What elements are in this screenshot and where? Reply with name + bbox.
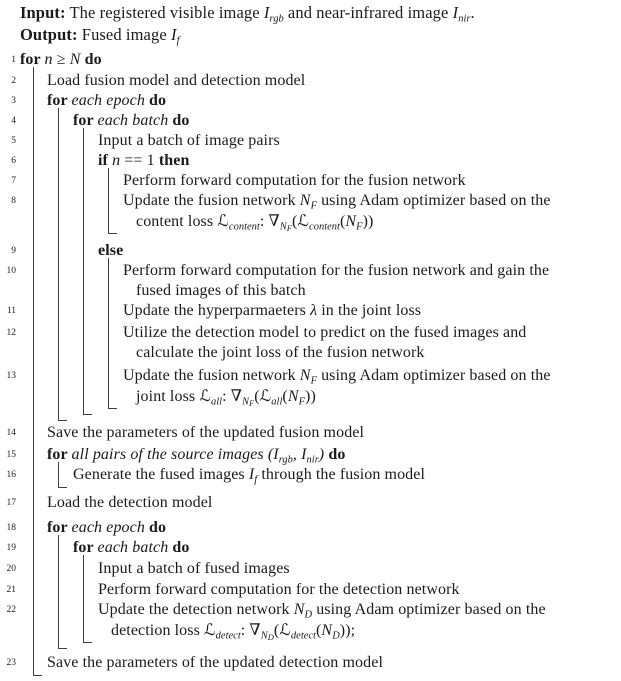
text-segment: ℒ <box>297 211 310 230</box>
text-segment: F <box>286 223 292 233</box>
text-segment: N <box>293 601 305 618</box>
text-segment: Load the detection model <box>47 494 213 511</box>
keyword: do <box>324 446 346 463</box>
keyword: if <box>98 152 113 169</box>
text-segment: : <box>222 388 231 405</box>
text-segment: Update the hyperparmaeters <box>123 302 311 319</box>
text-segment: F <box>249 398 255 408</box>
algorithm-line-5 <box>98 131 280 151</box>
text-segment: ℒ <box>259 386 272 405</box>
line-number: 18 <box>6 523 16 533</box>
line-number: 15 <box>6 450 16 460</box>
keyword: for <box>73 112 98 129</box>
algorithm-line-12b <box>136 343 425 363</box>
text-segment: detect <box>290 630 316 642</box>
text-segment: n <box>112 152 121 169</box>
text-segment: Load fusion model and detection model <box>47 72 306 89</box>
text-segment: )) <box>339 622 351 639</box>
text-segment: ; <box>350 622 356 639</box>
line-number: 19 <box>6 543 16 553</box>
text-segment: rgb <box>269 13 284 25</box>
algorithm-line-13b <box>136 386 316 406</box>
algorithm-line-14 <box>47 423 364 443</box>
text-segment: Save the parameters of the updated fusion model <box>47 424 365 441</box>
text-segment: ∇ <box>268 213 280 230</box>
text-segment: N <box>321 622 333 639</box>
text-segment: n <box>44 51 53 68</box>
keyword: for <box>47 519 72 536</box>
text-segment: D <box>267 632 274 642</box>
text-segment: ( <box>315 622 322 639</box>
text-segment: detection loss <box>111 622 205 639</box>
text-segment: Update the fusion network <box>123 367 300 384</box>
text-segment: I <box>301 446 307 463</box>
text-segment: in the joint loss <box>317 302 422 319</box>
text-segment: Input a batch of image pairs <box>98 132 280 149</box>
text-segment: Save the parameters of the updated detection model <box>47 654 383 671</box>
block-rule <box>108 168 117 234</box>
algorithm-line-8 <box>123 191 551 211</box>
line-number: 10 <box>6 266 16 276</box>
algorithm-output-line <box>20 24 180 46</box>
text-segment: F <box>298 396 306 408</box>
line-number: 21 <box>6 585 16 595</box>
block-rule <box>58 535 67 649</box>
text-segment: rgb <box>278 454 293 466</box>
text-segment: joint loss <box>136 388 200 405</box>
line-number: 4 <box>11 116 16 126</box>
text-segment: Generate the fused images <box>73 466 249 483</box>
text-segment: ( <box>254 388 260 405</box>
algorithm-line-2 <box>47 71 305 91</box>
text-segment: D <box>332 630 340 642</box>
text-segment: λ <box>310 302 318 319</box>
algorithm-line-13 <box>123 366 551 386</box>
line-number: 9 <box>11 246 16 256</box>
text-segment: ℒ <box>204 620 216 639</box>
text-segment: Fused image <box>77 25 171 44</box>
keyword: do <box>144 519 167 536</box>
text-segment: , <box>292 446 302 463</box>
text-segment: : <box>240 622 250 639</box>
algorithm-line-7 <box>123 171 466 191</box>
algorithm-line-22b <box>111 620 355 640</box>
block-rule <box>108 258 117 409</box>
text-segment: calculate the joint loss of the fusion network <box>136 344 425 361</box>
text-segment: content <box>228 221 260 233</box>
line-number: 16 <box>6 470 16 480</box>
text-segment: ∇ <box>249 622 261 639</box>
text-segment: )) <box>305 388 316 405</box>
text-segment: content <box>309 221 340 233</box>
text-segment: f <box>176 35 180 47</box>
keyword: do <box>168 539 190 556</box>
text-segment: all <box>271 396 283 408</box>
algorithm-line-16 <box>73 465 425 485</box>
keyword: for <box>47 446 72 463</box>
text-segment: The registered visible image <box>65 3 264 22</box>
line-number: 8 <box>11 196 16 206</box>
algorithm-line-12 <box>123 323 526 343</box>
line-number: 22 <box>6 605 16 615</box>
text-segment: ( <box>273 622 280 639</box>
text-segment: N <box>260 630 268 642</box>
text-segment: each batch <box>97 112 169 129</box>
text-segment: ( <box>291 213 298 230</box>
line-number: 7 <box>11 176 16 186</box>
algorithm-line-10b <box>136 281 306 301</box>
algorithm-line-17 <box>47 493 212 513</box>
algorithm-line-22 <box>98 600 546 620</box>
keyword: then <box>158 152 190 169</box>
text-segment: ) <box>318 446 325 463</box>
block-rule <box>83 555 92 643</box>
text-segment: I <box>452 3 459 22</box>
keyword: do <box>80 51 102 68</box>
text-segment: content loss <box>136 213 218 230</box>
line-number: 23 <box>6 658 16 668</box>
algorithm-line-11 <box>123 301 421 321</box>
text-segment: nir <box>458 13 471 25</box>
block-rule <box>58 108 67 421</box>
text-segment: F <box>310 375 317 387</box>
text-segment: ( <box>339 213 346 230</box>
keyword: for <box>20 51 45 68</box>
keyword: do <box>168 112 190 129</box>
text-segment: Perform forward computation for the fusion network and gain the <box>123 262 550 279</box>
text-segment: fused images of this batch <box>136 282 306 299</box>
keyword: do <box>144 92 167 109</box>
text-segment: F <box>356 221 363 233</box>
line-number: 6 <box>11 156 16 166</box>
line-number: 17 <box>6 498 16 508</box>
text-segment: F <box>310 200 317 212</box>
text-segment: using Adam optimizer based on the <box>312 601 546 618</box>
text-segment: N <box>69 51 81 68</box>
block-rule <box>33 67 42 676</box>
line-number: 14 <box>6 428 16 438</box>
text-segment: . <box>470 3 475 22</box>
text-segment: )) <box>362 213 374 230</box>
text-segment: ℒ <box>199 386 211 405</box>
text-segment: Perform forward computation for the detection network <box>98 581 460 598</box>
text-segment: I <box>248 466 255 483</box>
text-segment: ( <box>282 388 288 405</box>
line-number: 13 <box>6 371 16 381</box>
text-segment: Update the detection network <box>98 601 294 618</box>
keyword: else <box>98 242 124 259</box>
text-segment: detect <box>215 630 241 642</box>
text-segment: all <box>210 396 223 408</box>
text-segment: Update the fusion network <box>123 192 300 209</box>
text-segment: ℒ <box>217 211 229 230</box>
text-segment: I <box>273 446 279 463</box>
algorithm-line-23 <box>47 653 383 673</box>
text-segment: each batch <box>97 539 169 556</box>
algorithm-line-8b <box>136 211 373 231</box>
text-segment: each epoch <box>71 92 145 109</box>
text-segment: : <box>259 213 269 230</box>
text-segment: N <box>279 221 287 233</box>
keyword: for <box>73 539 98 556</box>
text-segment: == 1 <box>120 152 159 169</box>
block-rule <box>58 462 67 488</box>
line-number: 20 <box>6 564 16 574</box>
text-segment: using Adam optimizer based on the <box>316 367 551 384</box>
text-segment: N <box>299 192 311 209</box>
text-segment: N <box>299 367 311 384</box>
algorithm-input-line <box>20 2 475 24</box>
line-number: 12 <box>6 328 16 338</box>
text-segment: I <box>170 25 177 44</box>
line-number: 11 <box>6 306 16 316</box>
text-segment: N <box>287 388 299 405</box>
text-segment: ∇ <box>230 388 242 405</box>
line-number: 3 <box>11 96 16 106</box>
text-segment: Utilize the detection model to predict on the fused images and <box>123 324 527 341</box>
text-segment: f <box>254 474 258 486</box>
line-number: 1 <box>11 55 16 65</box>
line-number: 5 <box>11 136 16 146</box>
text-segment: all pairs of the source images ( <box>71 446 274 463</box>
algorithm-line-21 <box>98 580 460 600</box>
text-segment: D <box>304 609 313 621</box>
text-segment: each epoch <box>71 519 145 536</box>
block-rule <box>83 128 92 415</box>
text-segment: nir <box>306 454 319 466</box>
algorithm-line-20 <box>98 559 290 579</box>
keyword: for <box>47 92 72 109</box>
text-segment: I <box>263 3 270 22</box>
algorithm-line-10 <box>123 261 549 281</box>
text-segment: N <box>345 213 357 230</box>
text-segment: N <box>242 396 250 408</box>
text-segment: using Adam optimizer based on the <box>316 192 551 209</box>
keyword: Input: <box>20 3 66 22</box>
text-segment: Perform forward computation for the fusion network <box>123 172 466 189</box>
text-segment: and near-infrared image <box>283 3 453 22</box>
text-segment: ≥ <box>52 51 70 68</box>
text-segment: Input a batch of fused images <box>98 560 290 577</box>
text-segment: through the fusion model <box>257 466 426 483</box>
text-segment: ℒ <box>279 620 291 639</box>
algorithm-line-15 <box>47 445 345 465</box>
keyword: Output: <box>20 25 78 44</box>
line-number: 2 <box>11 76 16 86</box>
